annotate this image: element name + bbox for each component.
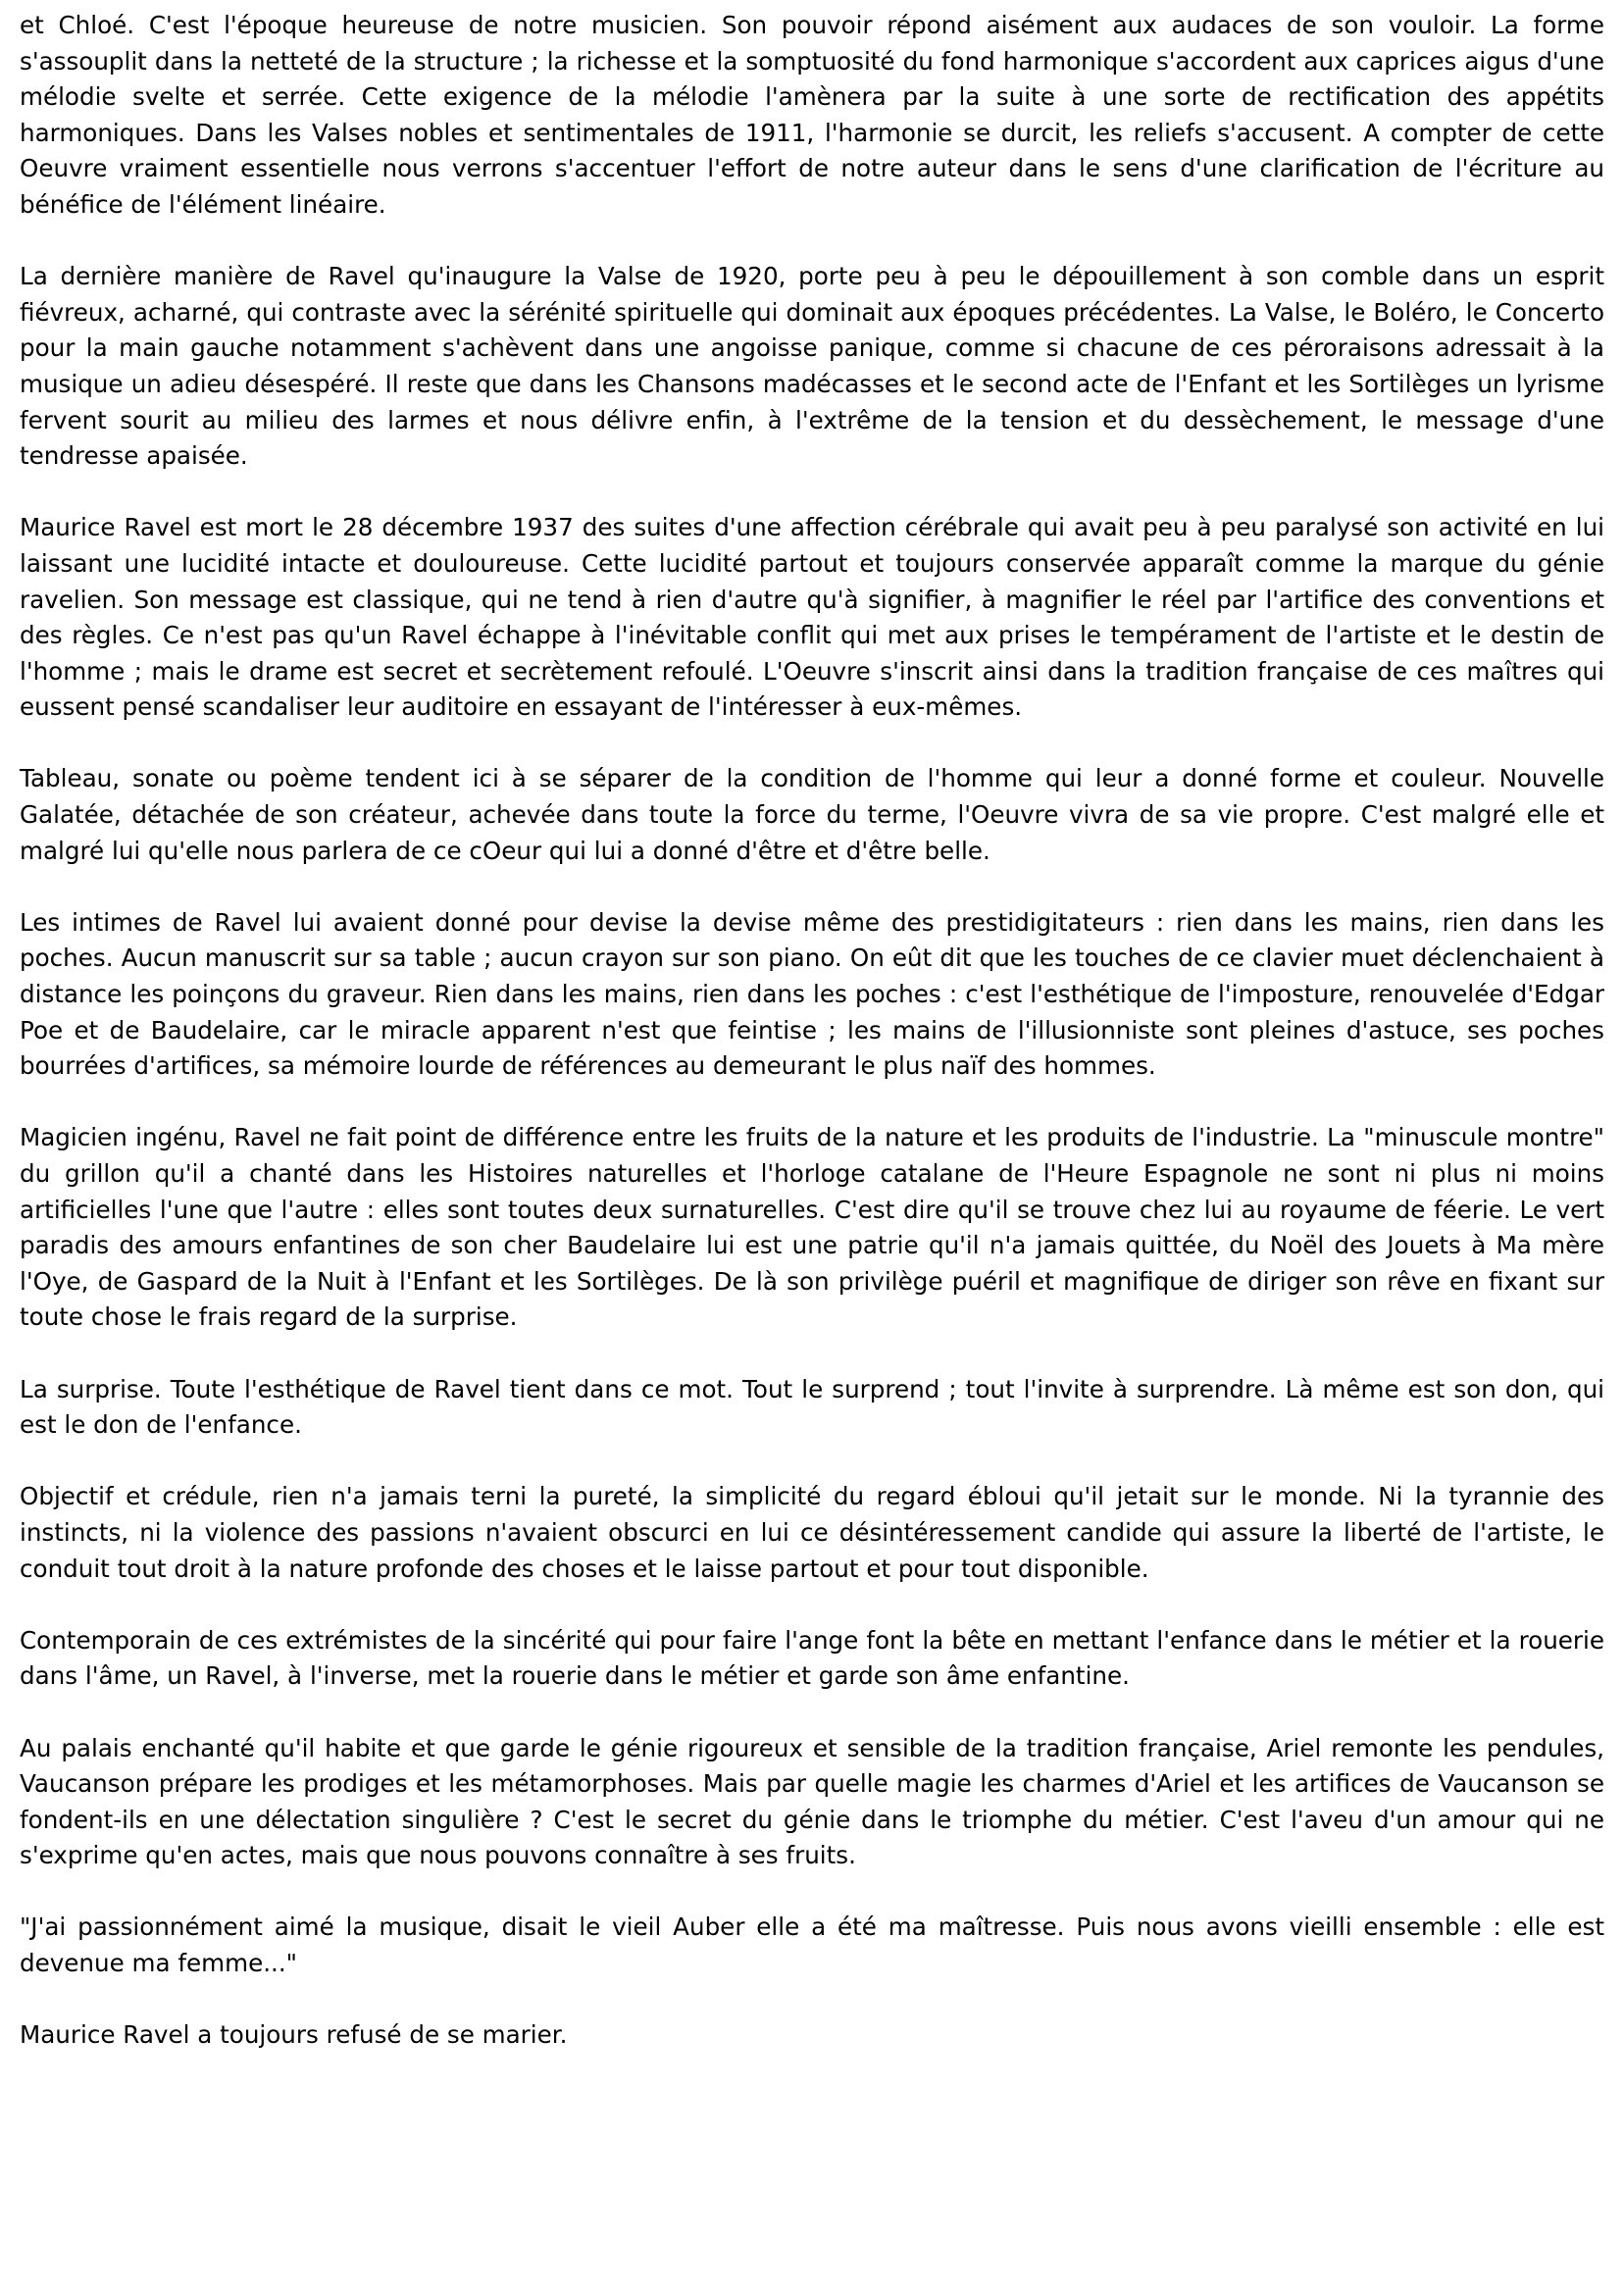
paragraph-1: et Chloé. C'est l'époque heureuse de notre musicien. Son pouvoir répond aisément aux audaces de son vouloir. La forme s'assouplit dans la netteté de la structure ; la richesse et la somptuosité du fond harmonique s'accordent aux caprices aigus d'une mélodie svelte et serrée. Cette exigence de la mélodie l'amènera par la suite à une sorte de rectification des appétits harmoniques. Dans les Valses nobles et sentimentales de 1911, l'harmonie se durcit, les reliefs s'accusent. A compter de cette Oeuvre vraiment essentielle nous verrons s'accentuer l'effort de notre auteur dans le sens d'une clarification de l'écriture au bénéfice de l'élément linéaire. bbox=[20, 11, 1604, 219]
paragraph-6: Magicien ingénu, Ravel ne fait point de différence entre les fruits de la nature et les produits de l'industrie. La "minuscule montre" du grillon qu'il a chanté dans les Histoires naturelles et l'horloge catalane de l'Heure Espagnole ne sont ni plus ni moins artificielles l'une que l'autre : elles sont toutes deux surnaturelles. C'est dire qu'il se trouve chez lui au royaume de féerie. Le vert paradis des amours enfantines de son cher Baudelaire lui est une patrie qu'il n'a jamais quittée, du Noël des Jouets à Ma mère l'Oye, de Gaspard de la Nuit à l'Enfant et les Sortilèges. De là son privilège puéril et magnifique de diriger son rêve en fixant sur toute chose le frais regard de la surprise. bbox=[20, 1123, 1604, 1332]
paragraph-7: La surprise. Toute l'esthétique de Ravel tient dans ce mot. Tout le surprend ; tout l'invite à surprendre. Là même est son don, qui est le don de l'enfance. bbox=[20, 1374, 1604, 1440]
paragraph-2: La dernière manière de Ravel qu'inaugure la Valse de 1920, porte peu à peu le dépouillement à son comble dans un esprit fiévreux, acharné, qui contraste avec la sérénité spirituelle qui dominait aux époques précédentes. La Valse, le Boléro, le Concerto pour la main gauche notamment s'achèvent dans une angoisse panique, comme si chacune de ces péroraisons adressait à la musique un adieu désespéré. Il reste que dans les Chansons madécasses et le second acte de l'Enfant et les Sortilèges un lyrisme fervent sourit au milieu des larmes et nous délivre enfin, à l'extrême de la tension et du dessèchement, le message d'une tendresse apaisée. bbox=[20, 262, 1604, 471]
paragraph-8: Objectif et crédule, rien n'a jamais terni la pureté, la simplicité du regard ébloui qu'il jetait sur le monde. Ni la tyrannie des instincts, ni la violence des passions n'avaient obscurci en lui ce désintéressement candide qui assure la liberté de l'artiste, le conduit tout droit à la nature profonde des choses et le laisse partout et pour tout disponible. bbox=[20, 1482, 1604, 1583]
paragraph-9: Contemporain de ces extrémistes de la sincérité qui pour faire l'ange font la bête en mettant l'enfance dans le métier et la rouerie dans l'âme, un Ravel, à l'inverse, met la rouerie dans le métier et garde son âme enfantine. bbox=[20, 1625, 1604, 1691]
paragraph-11: "J'ai passionnément aimé la musique, disait le vieil Auber elle a été ma maîtresse. Puis nous avons vieilli ensemble : elle est devenue ma femme..." bbox=[20, 1912, 1604, 1978]
paragraph-12: Maurice Ravel a toujours refusé de se marier. bbox=[20, 2020, 568, 2050]
paragraph-5: Les intimes de Ravel lui avaient donné pour devise la devise même des prestidigitateurs : rien dans les mains, rien dans les poches. Aucun manuscrit sur sa table ; aucun crayon sur son piano. On eût dit que les touches de ce clavier muet déclenchaient à distance les poinçons du graveur. Rien dans les mains, rien dans les poches : c'est l'esthétique de l'imposture, renouvelée d'Edgar Poe et de Baudelaire, car le miracle apparent n'est que feintise ; les mains de l'illusionniste sont pleines d'astuce, ses poches bourrées d'artifices, sa mémoire lourde de références au demeurant le plus naïf des hommes. bbox=[20, 907, 1604, 1081]
paragraph-4: Tableau, sonate ou poème tendent ici à se séparer de la condition de l'homme qui leur a donné forme et couleur. Nouvelle Galatée, détachée de son créateur, achevée dans toute la force du terme, l'Oeuvre vivra de sa vie propre. C'est malgré elle et malgré lui qu'elle nous parlera de ce cOeur qui lui a donné d'être et d'être belle. bbox=[20, 764, 1604, 865]
paragraph-3: Maurice Ravel est mort le 28 décembre 1937 des suites d'une affection cérébrale qui avait peu à peu paralysé son activité en lui laissant une lucidité intacte et douloureuse. Cette lucidité partout et toujours conservée apparaît comme la marque du génie ravelien. Son message est classique, qui ne tend à rien d'autre qu'à signifier, à magnifier le réel par l'artifice des conventions et des règles. Ce n'est pas qu'un Ravel échappe à l'inévitable conflit qui met aux prises le tempérament de l'artiste et le destin de l'homme ; mais le drame est secret et secrètement refoulé. L'Oeuvre s'inscrit ainsi dans la tradition française de ces maîtres qui eussent pensé scandaliser leur auditoire en essayant de l'intéresser à eux-mêmes. bbox=[20, 513, 1604, 722]
paragraph-10: Au palais enchanté qu'il habite et que garde le génie rigoureux et sensible de la tradition française, Ariel remonte les pendules, Vaucanson prépare les prodiges et les métamorphoses. Mais par quelle magie les charmes d'Ariel et les artifices de Vaucanson se fondent-ils en une délectation singulière ? C'est le secret du génie dans le triomphe du métier. C'est l'aveu d'un amour qui ne s'exprime qu'en actes, mais que nous pouvons connaître à ses fruits. bbox=[20, 1733, 1604, 1870]
document-page bbox=[20, 8, 1604, 2054]
